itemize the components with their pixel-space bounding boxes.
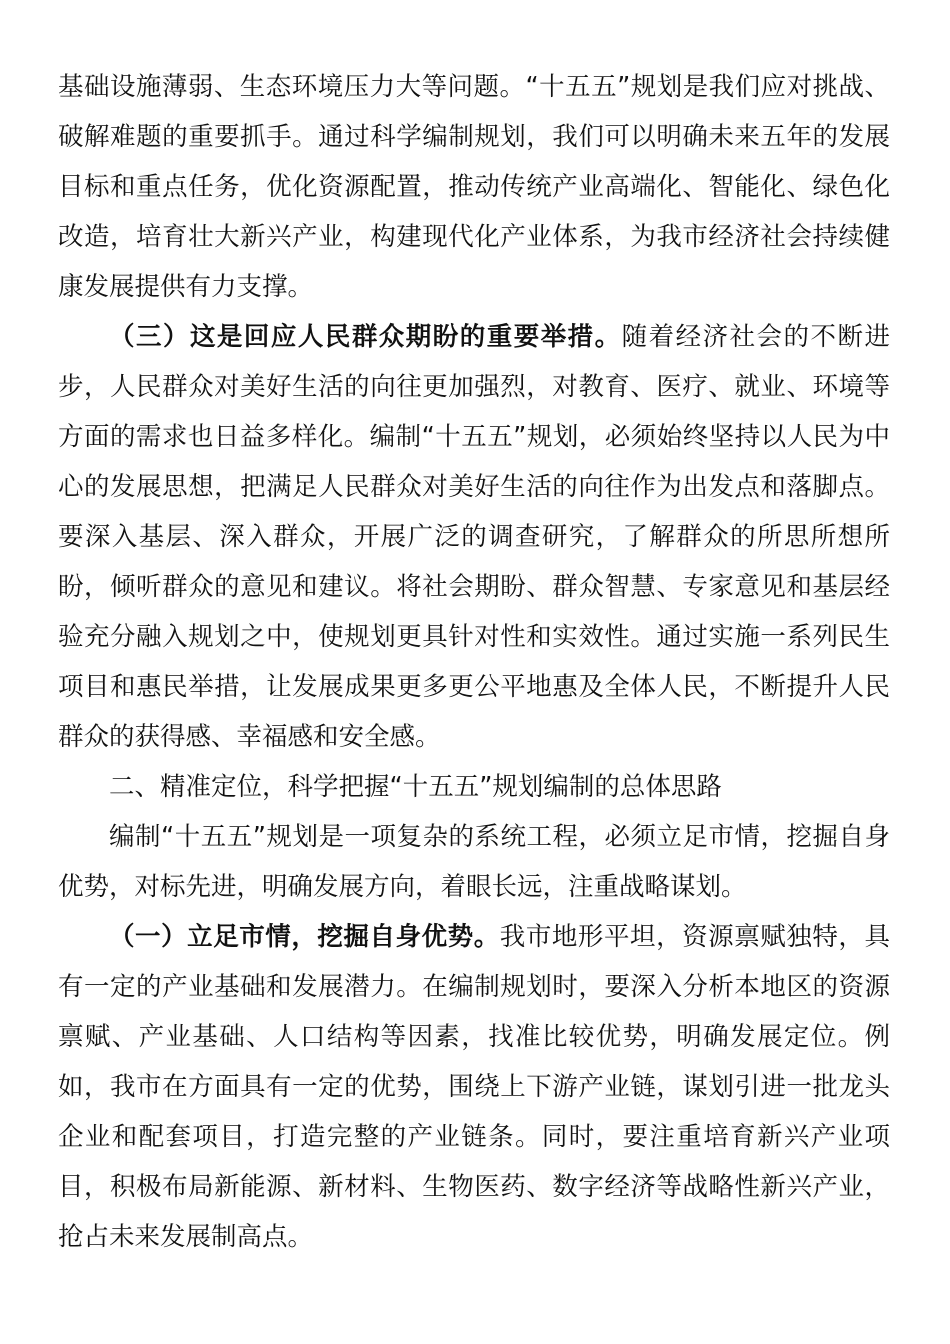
section-heading-2 — [58, 762, 890, 812]
paragraph-intro — [58, 812, 890, 912]
paragraph-text: 编制“十五五”规划是一项复杂的系统工程，必须立足市情，挖掘自身优势，对标先进，明确发展方向，着眼长远，注重战略谋划。 — [58, 822, 890, 902]
paragraph-continuation — [58, 62, 890, 312]
paragraph-text: 基础设施薄弱、生态环境压力大等问题。“十五五”规划是我们应对挑战、破解难题的重要抓手。通过科学编制规划，我们可以明确未来五年的发展目标和重点任务，优化资源配置，推动传统产业高端化、智能化、绿色化改造，培育壮大新兴产业，构建现代化产业体系，为我市经济社会持续健康发展提供有力支撑。 — [58, 72, 890, 302]
section-heading-text: 二、精准定位，科学把握“十五五”规划编制的总体思路 — [109, 772, 722, 802]
paragraph-subsection-1 — [58, 912, 890, 1262]
document-page — [58, 62, 890, 1262]
paragraph-text: 我市地形平坦，资源禀赋独特，具有一定的产业基础和发展潜力。在编制规划时，要深入分析本地区的资源禀赋、产业基础、人口结构等因素，找准比较优势，明确发展定位。例如，我市在方面具有一定的优势，围绕上下游产业链，谋划引进一批龙头企业和配套项目，打造完整的产业链条。同时，要注重培育新兴产业项目，积极布局新能源、新材料、生物医药、数字经济等战略性新兴产业，抢占未来发展制高点。 — [58, 922, 890, 1252]
paragraph-text: 随着经济社会的不断进步，人民群众对美好生活的向往更加强烈，对教育、医疗、就业、环境等方面的需求也日益多样化。编制“十五五”规划，必须始终坚持以人民为中心的发展思想，把满足人民群众对美好生活的向往作为出发点和落脚点。要深入基层、深入群众，开展广泛的调查研究，了解群众的所思所想所盼，倾听群众的意见和建议。将社会期盼、群众智慧、专家意见和基层经验充分融入规划之中，使规划更具针对性和实效性。通过实施一系列民生项目和惠民举措，让发展成果更多更公平地惠及全体人民，不断提升人民群众的获得感、幸福感和安全感。 — [58, 322, 890, 752]
paragraph-heading-bold: （一）立足市情，挖掘自身优势。 — [109, 922, 500, 952]
paragraph-heading-bold: （三）这是回应人民群众期盼的重要举措。 — [109, 322, 622, 352]
paragraph-section-3 — [58, 312, 890, 762]
